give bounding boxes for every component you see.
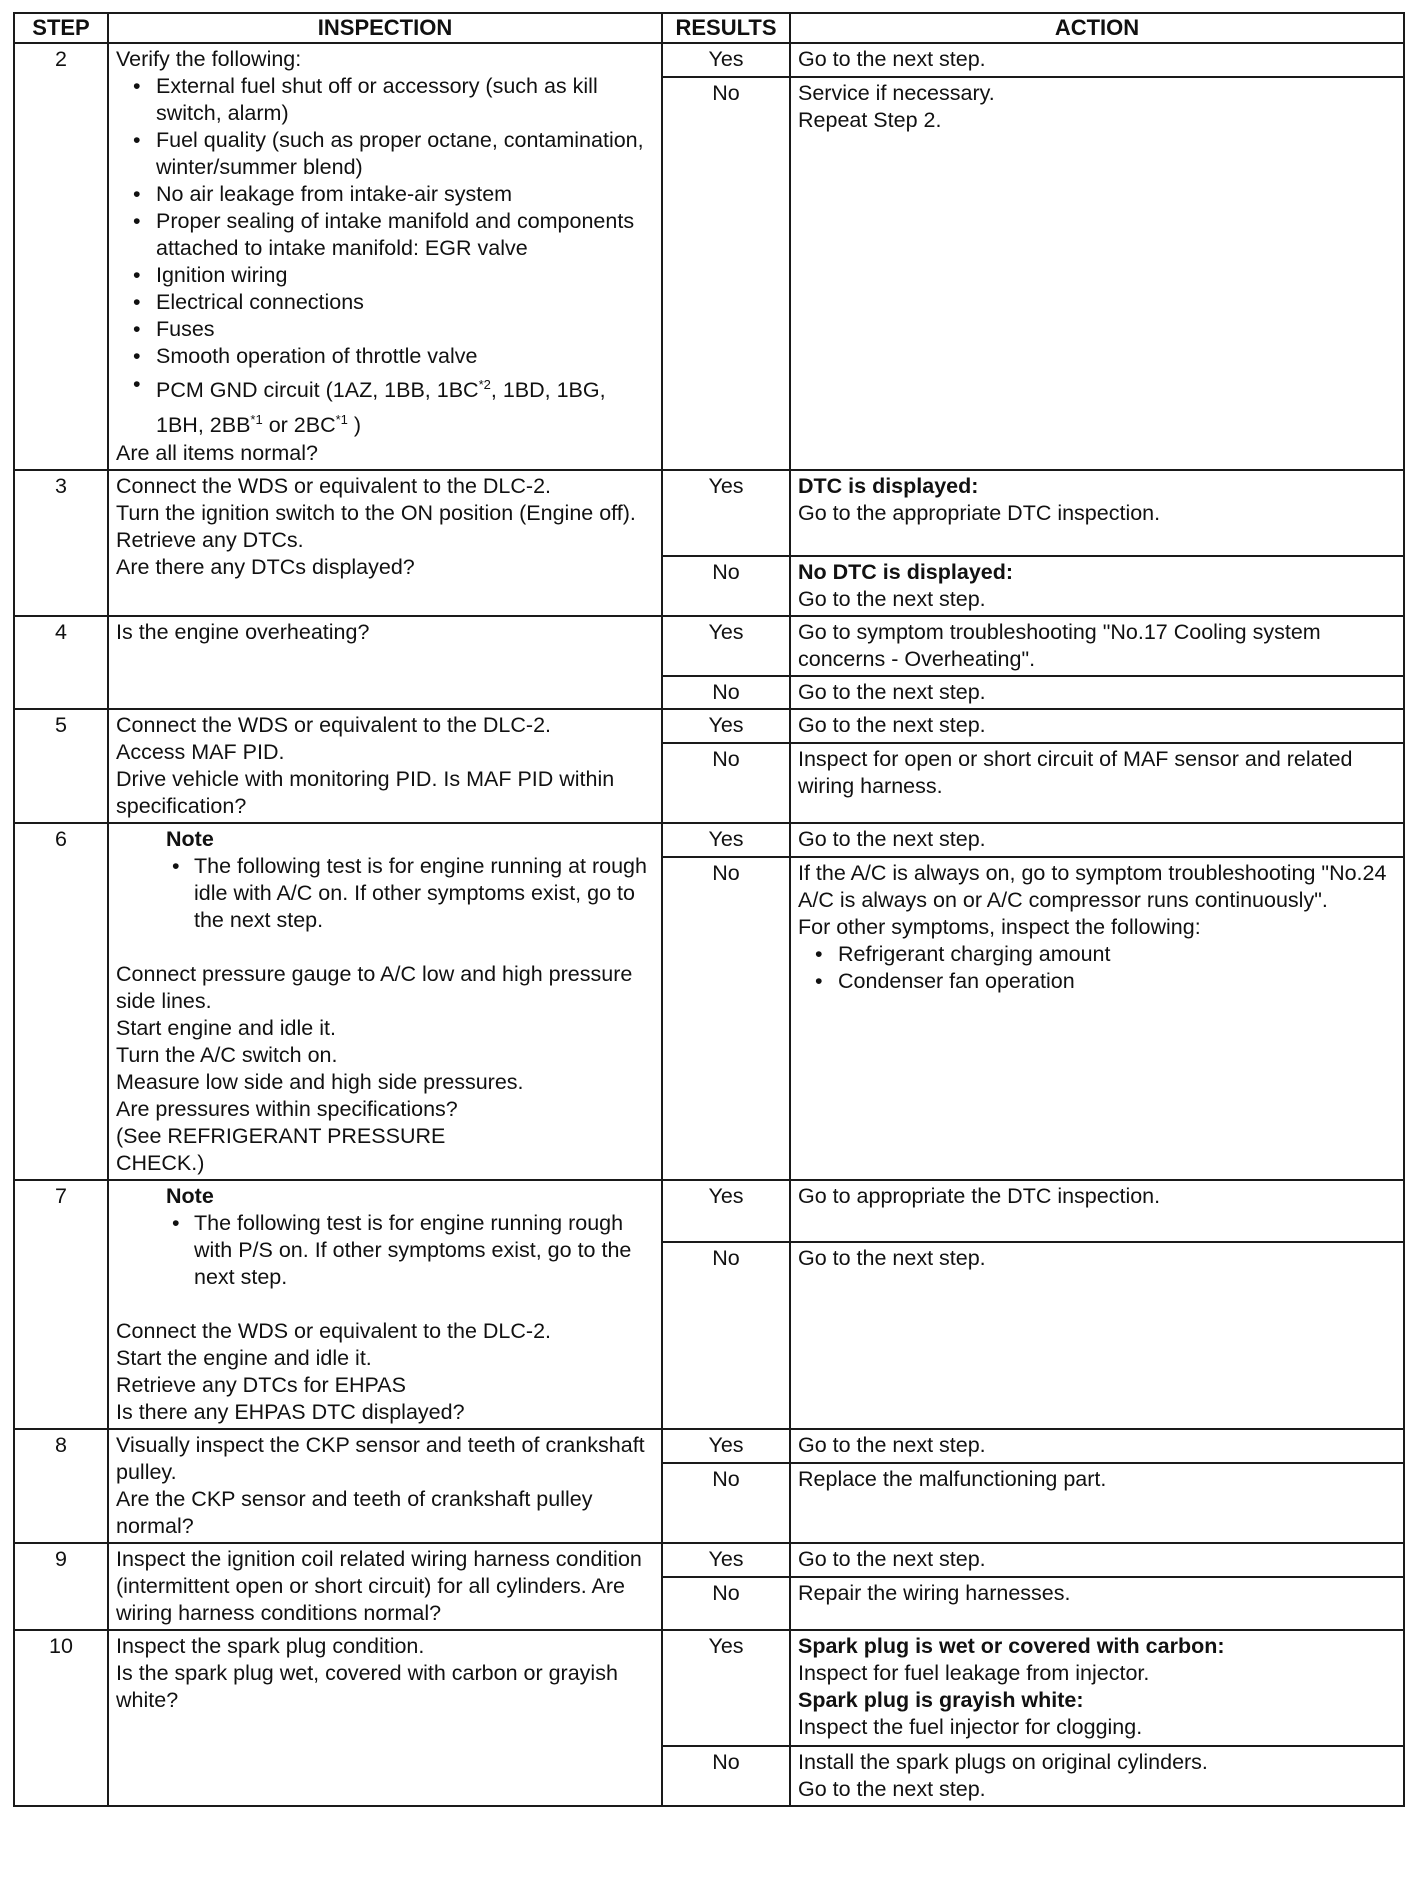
checklist-item: • Ignition wiring	[156, 262, 654, 289]
step-6-no-action-2: For other symptoms, inspect the following:	[798, 915, 1201, 940]
step-8-yes-action: Go to the next step.	[790, 1429, 1404, 1463]
step-3-line-1: Connect the WDS or equivalent to the DLC-2.	[116, 474, 551, 499]
step-4-yes-action: Go to symptom troubleshooting "No.17 Cooling system concerns - Overheating".	[790, 616, 1404, 676]
step-6-line-5: Are pressures within specifications?	[116, 1097, 458, 1122]
step-9-no: No	[662, 1577, 790, 1630]
step-6-line-4: Measure low side and high side pressures.	[116, 1070, 524, 1095]
step-6-no-list	[798, 941, 1396, 995]
step-10-number: 10	[14, 1630, 108, 1806]
step-10-no-action	[790, 1746, 1404, 1806]
step-10-yes-heading-1: Spark plug is wet or covered with carbon:	[798, 1634, 1225, 1659]
step-2-inspection	[108, 43, 662, 470]
step-5-inspection	[108, 709, 662, 823]
step-8-no-action: Replace the malfunctioning part.	[790, 1463, 1404, 1543]
step-10-yes-action	[790, 1630, 1404, 1746]
step-6-line-2: Start engine and idle it.	[116, 1016, 336, 1041]
step-6-note-title: Note	[166, 827, 214, 852]
checklist-item: • No air leakage from intake-air system	[156, 181, 654, 208]
step-3-yes-action	[790, 470, 1404, 556]
header-row	[14, 13, 1404, 43]
step-3-no: No	[662, 556, 790, 616]
step-2-yes: Yes	[662, 43, 790, 77]
step-4-yes: Yes	[662, 616, 790, 676]
step-10-yes: Yes	[662, 1630, 790, 1746]
step-7-line-1: Connect the WDS or equivalent to the DLC-2.	[116, 1319, 551, 1344]
step-4-number: 4	[14, 616, 108, 709]
header-results: RESULTS	[662, 13, 790, 43]
step-6-yes-row	[14, 823, 1404, 857]
step-9-inspection: Inspect the ignition coil related wiring harness condition (intermittent open or short circuit) for all cylinders. Are wiring harness conditions normal?	[108, 1543, 662, 1630]
step-3-line-2: Turn the ignition switch to the ON position (Engine off).	[116, 501, 636, 526]
step-10-yes-text-1: Inspect for fuel leakage from injector.	[798, 1661, 1150, 1686]
step-2-yes-action: Go to the next step.	[790, 43, 1404, 77]
pcm-footnote-2: *1	[250, 412, 263, 428]
step-6-inspection	[108, 823, 662, 1180]
step-7-note-title: Note	[166, 1184, 214, 1209]
step-5-number: 5	[14, 709, 108, 823]
step-4-no: No	[662, 676, 790, 709]
step-3-yes: Yes	[662, 470, 790, 556]
checklist-item: • Smooth operation of throttle valve	[156, 343, 654, 370]
step-5-yes: Yes	[662, 709, 790, 743]
step-9-yes-action: Go to the next step.	[790, 1543, 1404, 1577]
step-10-line-1: Inspect the spark plug condition.	[116, 1634, 425, 1659]
step-10-line-2: Is the spark plug wet, covered with carbon or grayish white?	[116, 1661, 618, 1713]
step-7-line-4: Is there any EHPAS DTC displayed?	[116, 1400, 465, 1425]
checklist-item: • Proper sealing of intake manifold and components attached to intake manifold: EGR valve	[156, 208, 654, 262]
checklist-item-pcm-gnd	[156, 370, 654, 440]
step-10-yes-row	[14, 1630, 1404, 1746]
step-6-number: 6	[14, 823, 108, 1180]
step-8-no: No	[662, 1463, 790, 1543]
step-3-no-heading: No DTC is displayed:	[798, 560, 1014, 585]
step-2-no-action-2: Repeat Step 2.	[798, 108, 942, 132]
step-6-no: No	[662, 857, 790, 1180]
step-2-checklist	[116, 73, 654, 440]
pcm-text-b: , 1BD, 1BG, 1BH, 2BB	[156, 378, 606, 438]
step-6-no-action	[790, 857, 1404, 1180]
step-6-note	[116, 826, 654, 934]
step-3-yes-text: Go to the appropriate DTC inspection.	[798, 501, 1161, 526]
pcm-text-c: or 2BC	[262, 413, 336, 438]
step-3-number: 3	[14, 470, 108, 616]
step-5-yes-row	[14, 709, 1404, 743]
step-3-yes-heading: DTC is displayed:	[798, 474, 979, 499]
step-6-line-3: Turn the A/C switch on.	[116, 1043, 338, 1068]
step-7-no-action: Go to the next step.	[790, 1242, 1404, 1429]
step-5-line-1: Connect the WDS or equivalent to the DLC-2.	[116, 713, 551, 738]
step-7-yes-action: Go to appropriate the DTC inspection.	[790, 1180, 1404, 1242]
step-2-yes-row	[14, 43, 1404, 77]
step-7-line-2: Start the engine and idle it.	[116, 1346, 372, 1371]
step-8-line-1: Visually inspect the CKP sensor and teeth of crankshaft pulley.	[116, 1433, 645, 1485]
pcm-footnote-3: *1	[335, 412, 348, 428]
step-10-yes-text-2: Inspect the fuel injector for clogging.	[798, 1715, 1143, 1740]
step-6-yes: Yes	[662, 823, 790, 857]
step-10-no: No	[662, 1746, 790, 1806]
step-8-yes-row	[14, 1429, 1404, 1463]
step-2-no-action	[790, 77, 1404, 470]
step-2-no: No	[662, 77, 790, 470]
step-3-line-4: Are there any DTCs displayed?	[116, 555, 415, 580]
pcm-footnote-1: *2	[478, 377, 491, 392]
step-7-note-text: • The following test is for engine running rough with P/S on. If other symptoms exist, go to the next step.	[194, 1210, 654, 1291]
step-9-no-action: Repair the wiring harnesses.	[790, 1577, 1404, 1630]
step-5-no: No	[662, 743, 790, 823]
step-6-line-1: Connect pressure gauge to A/C low and high pressure side lines.	[116, 962, 633, 1014]
step-6-line-6: (See REFRIGERANT PRESSURE CHECK.)	[116, 1124, 446, 1176]
step-8-yes: Yes	[662, 1429, 790, 1463]
step-5-yes-action: Go to the next step.	[790, 709, 1404, 743]
step-8-number: 8	[14, 1429, 108, 1543]
step-7-no: No	[662, 1242, 790, 1429]
step-2-no-action-1: Service if necessary.	[798, 81, 995, 105]
step-2-question: Are all items normal?	[116, 441, 318, 466]
step-5-line-3: Drive vehicle with monitoring PID. Is MAF PID within specification?	[116, 767, 615, 819]
step-3-yes-row	[14, 470, 1404, 556]
step-5-line-2: Access MAF PID.	[116, 740, 285, 765]
header-step: STEP	[14, 13, 108, 43]
spacer	[116, 1291, 654, 1318]
checklist-item: • Fuses	[156, 316, 654, 343]
step-9-number: 9	[14, 1543, 108, 1630]
header-inspection: INSPECTION	[108, 13, 662, 43]
step-6-note-list	[166, 853, 654, 934]
step-7-line-3: Retrieve any DTCs for EHPAS	[116, 1373, 406, 1398]
step-7-yes-row	[14, 1180, 1404, 1242]
step-3-inspection	[108, 470, 662, 616]
step-6-yes-action: Go to the next step.	[790, 823, 1404, 857]
step-6-note-text: • The following test is for engine running at rough idle with A/C on. If other symptoms exist, go to the next step.	[194, 853, 654, 934]
step-3-no-action	[790, 556, 1404, 616]
step-10-no-action-2: Go to the next step.	[798, 1777, 986, 1802]
step-7-number: 7	[14, 1180, 108, 1429]
step-10-yes-heading-2: Spark plug is grayish white:	[798, 1688, 1084, 1713]
step-7-yes: Yes	[662, 1180, 790, 1242]
step-3-line-3: Retrieve any DTCs.	[116, 528, 304, 553]
step-4-yes-row	[14, 616, 1404, 676]
pcm-text-a: PCM GND circuit (1AZ, 1BB, 1BC	[156, 378, 479, 403]
step-2-intro: Verify the following:	[116, 47, 302, 71]
list-item: • Refrigerant charging amount	[838, 941, 1396, 968]
pcm-text-d: )	[347, 413, 362, 438]
troubleshooting-table	[13, 12, 1405, 1807]
step-5-no-action: Inspect for open or short circuit of MAF sensor and related wiring harness.	[790, 743, 1404, 823]
list-item: • Condenser fan operation	[838, 968, 1396, 995]
checklist-item: • Electrical connections	[156, 289, 654, 316]
step-7-note	[116, 1183, 654, 1291]
step-8-line-2: Are the CKP sensor and teeth of crankshaft pulley normal?	[116, 1487, 593, 1539]
step-3-no-text: Go to the next step.	[798, 587, 986, 612]
checklist-item: • External fuel shut off or accessory (such as kill switch, alarm)	[156, 73, 654, 127]
step-7-note-list	[166, 1210, 654, 1291]
step-2-number: 2	[14, 43, 108, 470]
checklist-item: • Fuel quality (such as proper octane, contamination, winter/summer blend)	[156, 127, 654, 181]
spacer	[116, 934, 654, 961]
step-7-inspection	[108, 1180, 662, 1429]
header-action: ACTION	[790, 13, 1404, 43]
step-9-yes-row	[14, 1543, 1404, 1577]
step-10-inspection	[108, 1630, 662, 1806]
step-9-yes: Yes	[662, 1543, 790, 1577]
step-4-no-action: Go to the next step.	[790, 676, 1404, 709]
step-4-inspection: Is the engine overheating?	[108, 616, 662, 709]
step-10-no-action-1: Install the spark plugs on original cylinders.	[798, 1750, 1208, 1775]
step-8-inspection	[108, 1429, 662, 1543]
step-6-no-action-1: If the A/C is always on, go to symptom troubleshooting "No.24 A/C is always on or A/C compressor runs continuously".	[798, 861, 1387, 913]
